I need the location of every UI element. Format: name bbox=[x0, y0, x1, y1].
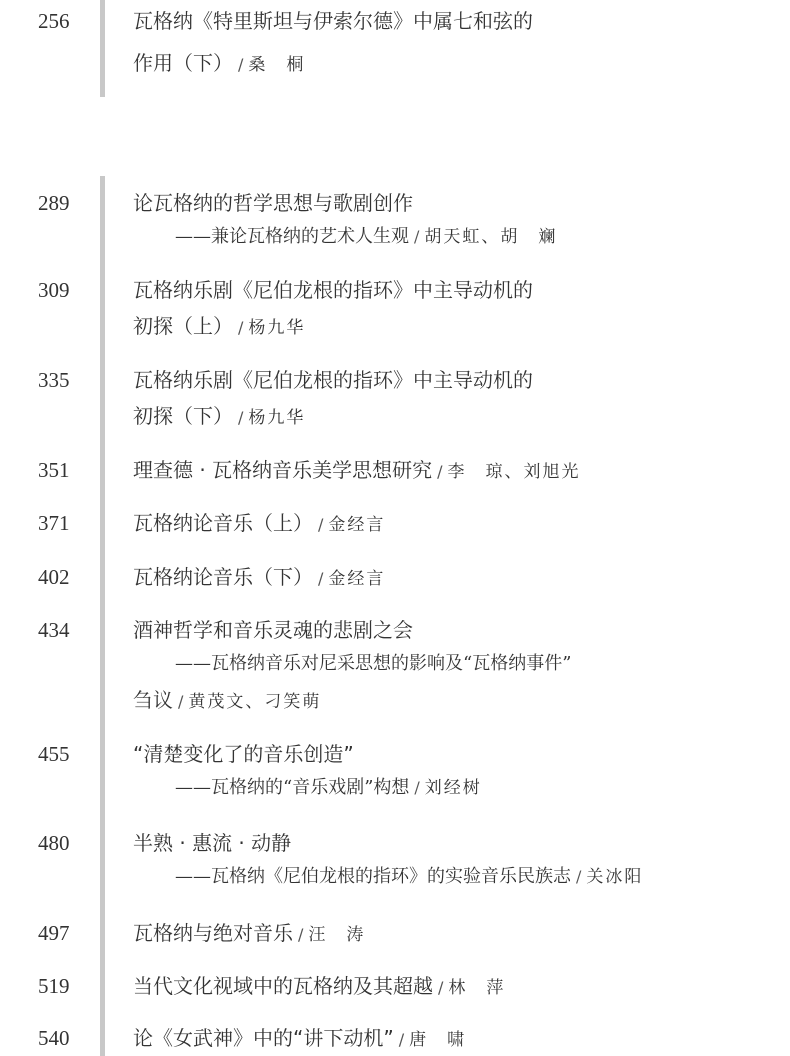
title-text: 瓦格纳《特里斯坦与伊索尔德》中属七和弦的 bbox=[133, 9, 533, 33]
entry-subtitle bbox=[175, 775, 482, 801]
title-text: 论《女武神》中的“讲下动机” bbox=[133, 1026, 394, 1050]
author-separator: / bbox=[398, 1030, 405, 1049]
entry-title-line bbox=[133, 367, 533, 393]
title-text: 瓦格纳论音乐（上） bbox=[133, 511, 313, 535]
title-text: “清楚变化了的音乐创造” bbox=[133, 742, 354, 766]
title-text: 瓦格纳与绝对音乐 bbox=[133, 921, 293, 945]
title-text: 当代文化视域中的瓦格纳及其超越 bbox=[133, 974, 433, 998]
title-text: ——瓦格纳的“音乐戏剧”构想 bbox=[175, 777, 410, 798]
entry-subtitle bbox=[175, 651, 571, 677]
page-number: 540 bbox=[38, 1026, 70, 1050]
author-name: 关冰阳 bbox=[586, 867, 644, 887]
page-number: 497 bbox=[38, 921, 70, 945]
entry-title-line bbox=[133, 50, 305, 78]
page-number: 371 bbox=[38, 511, 70, 535]
entry-title-line bbox=[133, 830, 291, 856]
title-text: 酒神哲学和音乐灵魂的悲剧之会 bbox=[133, 618, 413, 642]
author-name: 唐 啸 bbox=[409, 1030, 467, 1050]
title-text: 理查德 · 瓦格纳音乐美学思想研究 bbox=[133, 458, 433, 482]
author-separator: / bbox=[318, 569, 324, 588]
author-name: 金经言 bbox=[328, 515, 386, 535]
title-text: 瓦格纳乐剧《尼伯龙根的指环》中主导动机的 bbox=[133, 368, 533, 392]
author-separator: / bbox=[298, 925, 304, 944]
entry-title-line bbox=[133, 564, 385, 592]
page-number: 335 bbox=[38, 368, 70, 392]
author-name: 金经言 bbox=[328, 569, 386, 589]
title-text: 瓦格纳乐剧《尼伯龙根的指环》中主导动机的 bbox=[133, 278, 533, 302]
entry-title-line bbox=[133, 510, 385, 538]
title-text: 作用（下） bbox=[133, 51, 233, 75]
entry-title-line bbox=[133, 617, 413, 643]
author-name: 林 萍 bbox=[448, 978, 506, 998]
author-separator: / bbox=[576, 867, 582, 886]
entry-title-line bbox=[133, 313, 305, 341]
author-name: 杨九华 bbox=[248, 318, 306, 338]
title-text: 论瓦格纳的哲学思想与歌剧创作 bbox=[133, 191, 413, 215]
entry-title-line bbox=[133, 457, 580, 485]
entry-title-line bbox=[133, 403, 305, 431]
author-separator: / bbox=[438, 978, 444, 997]
entry-subtitle bbox=[175, 864, 643, 890]
author-name: 李 琼、刘旭光 bbox=[447, 462, 581, 482]
entry-title-line bbox=[133, 973, 505, 1001]
author-name: 桑 桐 bbox=[248, 55, 306, 75]
author-separator: / bbox=[318, 515, 324, 534]
author-separator: / bbox=[238, 55, 244, 74]
author-separator: / bbox=[437, 462, 443, 481]
page-number: 519 bbox=[38, 974, 70, 998]
section-divider-bar bbox=[100, 176, 105, 1056]
title-text: 初探（上） bbox=[133, 314, 233, 338]
author-separator: / bbox=[238, 318, 244, 337]
section-divider-bar bbox=[100, 0, 105, 97]
author-separator: / bbox=[178, 692, 184, 711]
page-number: 455 bbox=[38, 742, 70, 766]
title-text: ——瓦格纳音乐对尼采思想的影响及“瓦格纳事件” bbox=[175, 653, 572, 674]
page-number: 434 bbox=[38, 618, 70, 642]
author-name: 杨九华 bbox=[248, 408, 306, 428]
page-number: 256 bbox=[38, 9, 70, 33]
page-number: 309 bbox=[38, 278, 70, 302]
page-number: 402 bbox=[38, 565, 70, 589]
entry-title-line bbox=[133, 190, 413, 216]
author-separator: / bbox=[414, 227, 420, 246]
title-text: 瓦格纳论音乐（下） bbox=[133, 565, 313, 589]
author-separator: / bbox=[238, 408, 244, 427]
author-name: 黄茂文、刁笑萌 bbox=[188, 692, 322, 712]
title-text: 半熟 · 惠流 · 动静 bbox=[133, 831, 292, 855]
entry-title-line bbox=[133, 920, 365, 948]
title-text: 刍议 bbox=[133, 688, 173, 712]
entry-title-line bbox=[133, 1025, 466, 1053]
entry-title-line bbox=[133, 8, 533, 34]
author-name: 胡天虹、胡 斓 bbox=[424, 227, 558, 247]
page-number: 289 bbox=[38, 191, 70, 215]
page-number: 480 bbox=[38, 831, 70, 855]
author-name: 汪 涛 bbox=[308, 925, 366, 945]
entry-subtitle bbox=[175, 224, 557, 250]
entry-title-line bbox=[133, 687, 321, 715]
title-text: ——瓦格纳《尼伯龙根的指环》的实验音乐民族志 bbox=[175, 866, 571, 887]
author-separator: / bbox=[414, 778, 420, 797]
title-text: 初探（下） bbox=[133, 404, 233, 428]
author-name: 刘经树 bbox=[424, 778, 482, 798]
title-text: ——兼论瓦格纳的艺术人生观 bbox=[175, 226, 409, 247]
entry-title-line bbox=[133, 741, 354, 767]
entry-title-line bbox=[133, 277, 533, 303]
page-number: 351 bbox=[38, 458, 70, 482]
